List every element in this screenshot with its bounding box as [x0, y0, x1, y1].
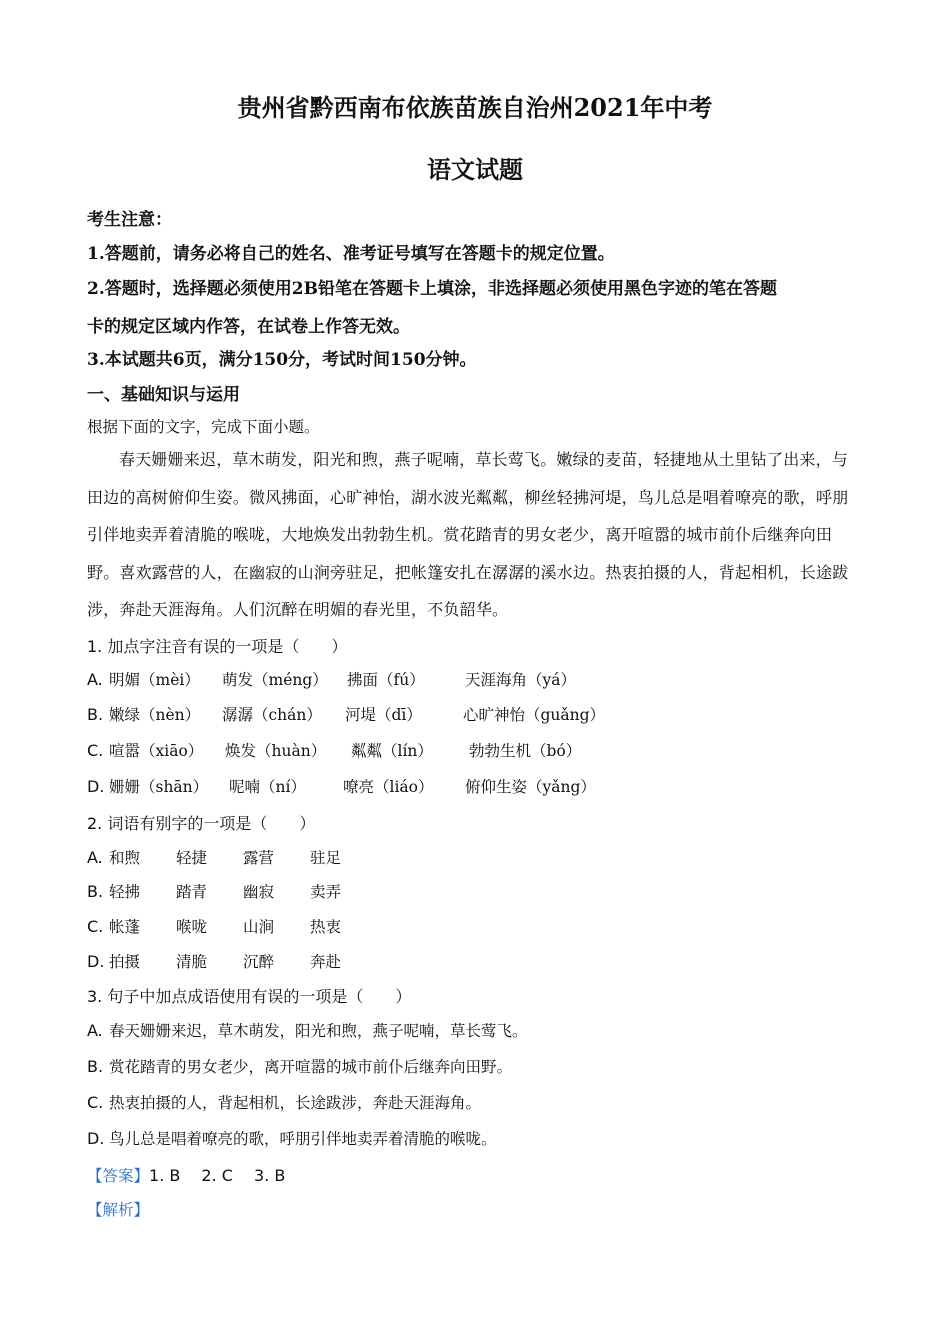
- q1-option-d[interactable]: [87, 775, 596, 797]
- notice-item-3: 3.本试题共6页，满分150分，考试时间150分钟。: [87, 350, 477, 370]
- option-label: D.: [87, 1129, 105, 1148]
- q2-option-d[interactable]: [87, 950, 341, 972]
- option-item: 潺潺（chán）: [222, 706, 322, 724]
- q3-option-c[interactable]: [87, 1091, 481, 1113]
- option-item: 清脆: [176, 953, 208, 971]
- option-item: 勃勃生机（bó）: [469, 742, 582, 760]
- option-label: C.: [87, 1093, 104, 1112]
- option-label: C.: [87, 741, 104, 760]
- option-label: A.: [87, 1021, 103, 1040]
- q3-option-b[interactable]: [87, 1055, 512, 1077]
- analysis-tag: 【解析】: [87, 1201, 150, 1219]
- option-item: 心旷神怡（guǎng）: [463, 706, 606, 724]
- option-text: 春天姗姗来迟，草木萌发，阳光和煦，燕子呢喃，草长莺飞。: [109, 1022, 528, 1040]
- q3-option-a[interactable]: [87, 1019, 528, 1041]
- q2-option-a[interactable]: [87, 846, 341, 868]
- option-item: 俯仰生姿（yǎng）: [465, 778, 596, 796]
- option-item: 明媚（mèi）: [109, 671, 200, 689]
- option-text: 热衷拍摄的人，背起相机，长途跋涉，奔赴天涯海角。: [109, 1094, 482, 1112]
- notice-item-2a: 2.答题时，选择题必须使用2B铅笔在答题卡上填涂，非选择题必须使用黑色字迹的笔在答题: [87, 279, 777, 299]
- option-label: D.: [87, 952, 105, 971]
- option-text: 鸟儿总是唱着嘹亮的歌，呼朋引伴地卖弄着清脆的喉咙。: [109, 1130, 497, 1148]
- exam-title: 贵州省黔西南布依族苗族自治州2021年中考: [237, 93, 713, 122]
- option-text: 赏花踏青的男女老少，离开喧嚣的城市前仆后继奔向田野。: [109, 1058, 513, 1076]
- q2-option-c[interactable]: [87, 915, 341, 937]
- option-item: 幽寂: [243, 883, 275, 901]
- answer-text: 1. B 2. C 3. B: [149, 1166, 286, 1185]
- notice-heading: 考生注意：: [87, 210, 172, 230]
- notice-item-2b: 卡的规定区域内作答，在试卷上作答无效。: [87, 317, 410, 337]
- option-item: 踏青: [176, 883, 208, 901]
- q1-option-b[interactable]: [87, 703, 605, 725]
- question-1-text: 1. 加点字注音有误的一项是（ ）: [87, 637, 348, 656]
- q2-option-b[interactable]: [87, 880, 341, 902]
- option-item: 天涯海角（yá）: [465, 671, 576, 689]
- option-item: 轻捷: [176, 849, 208, 867]
- option-item: 露营: [243, 849, 275, 867]
- option-item: 粼粼（lín）: [351, 742, 433, 760]
- option-item: 驻足: [310, 849, 342, 867]
- option-item: 和煦: [109, 849, 141, 867]
- reading-passage: 春天姗姗来迟，草木萌发，阳光和煦，燕子呢喃，草长莺飞。嫩绿的麦苗，轻捷地从土里钻了出来，与田边的高树俯仰生姿。微风拂面，心旷神怡，湖水波光粼粼，柳丝轻拂河堤，鸟儿总是唱着嘹亮的歌，呼朋引伴地卖弄着清脆的喉咙，大地焕发出勃勃生机。赏花踏青的男女老少，离开喧嚣的城市前仆后继奔向田野。喜欢露营的人，在幽寂的山涧旁驻足，把帐篷安扎在潺潺的溪水边。热衷拍摄的人，背起相机，长途跋涉，奔赴天涯海角。人们沉醉在明媚的春光里，不负韶华。: [87, 450, 849, 619]
- exam-subtitle: 语文试题: [427, 155, 523, 184]
- option-item: 河堤（dī）: [345, 706, 422, 724]
- option-item: 山涧: [243, 918, 275, 936]
- option-item: 喧嚣（xiāo）: [109, 742, 204, 760]
- section-heading: 一、基础知识与运用: [87, 385, 240, 405]
- option-item: 呢喃（ní）: [229, 778, 306, 796]
- notice-item-1: 1.答题前，请务必将自己的姓名、准考证号填写在答题卡的规定位置。: [87, 244, 615, 264]
- answer-line: [87, 1163, 285, 1186]
- option-item: 姗姗（shān）: [109, 778, 209, 796]
- option-item: 沉醉: [243, 953, 275, 971]
- answer-tag: 【答案】: [87, 1167, 150, 1185]
- q1-option-a[interactable]: [87, 668, 576, 690]
- option-label: B.: [87, 705, 104, 724]
- option-item: 萌发（méng）: [222, 671, 328, 689]
- option-item: 拂面（fú）: [347, 671, 425, 689]
- question-2-text: 2. 词语有别字的一项是（ ）: [87, 814, 316, 833]
- question-3-stem: [87, 984, 411, 1007]
- q1-option-c[interactable]: [87, 739, 581, 761]
- option-label: D.: [87, 777, 105, 796]
- option-item: 嘹亮（liáo）: [343, 778, 434, 796]
- option-item: 帐蓬: [109, 918, 141, 936]
- option-item: 奔赴: [310, 953, 342, 971]
- option-item: 焕发（huàn）: [225, 742, 327, 760]
- option-label: C.: [87, 917, 104, 936]
- option-label: B.: [87, 882, 104, 901]
- option-item: 喉咙: [176, 918, 208, 936]
- option-item: 拍摄: [109, 953, 141, 971]
- option-item: 轻拂: [109, 883, 141, 901]
- option-item: 嫩绿（nèn）: [109, 706, 201, 724]
- q3-option-d[interactable]: [87, 1127, 497, 1149]
- question-2-stem: [87, 811, 315, 834]
- option-label: A.: [87, 848, 103, 867]
- analysis-line: [87, 1198, 149, 1220]
- question-3-text: 3. 句子中加点成语使用有误的一项是（ ）: [87, 987, 412, 1006]
- instruction-text: 根据下面的文字，完成下面小题。: [87, 418, 320, 436]
- option-label: A.: [87, 670, 103, 689]
- option-item: 卖弄: [310, 883, 342, 901]
- question-1-stem: [87, 634, 347, 657]
- option-item: 热衷: [310, 918, 342, 936]
- option-label: B.: [87, 1057, 104, 1076]
